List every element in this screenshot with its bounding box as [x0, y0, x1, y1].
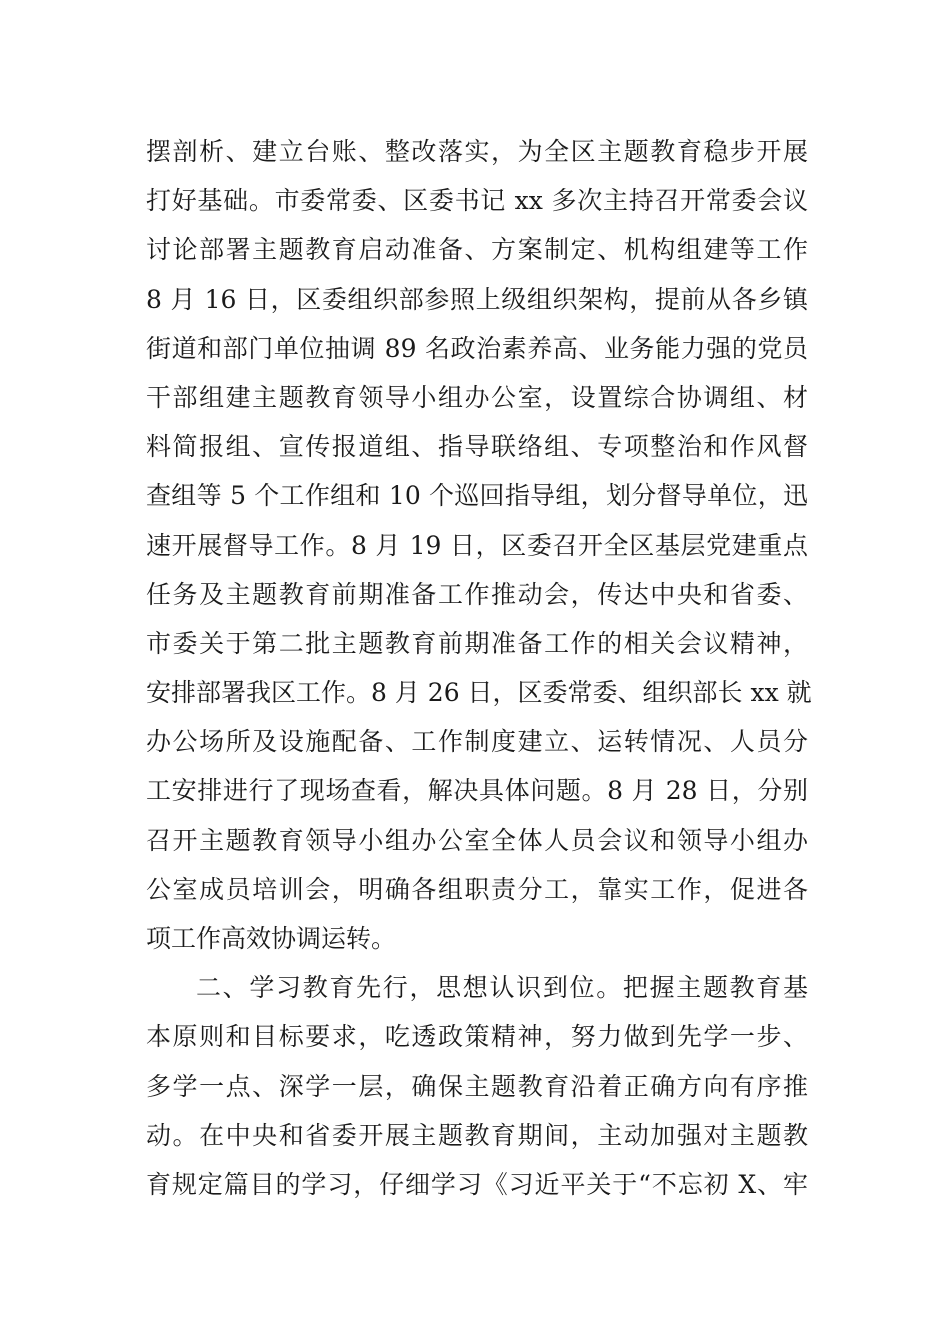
- text-line: 8 月 16 日，区委组织部参照上级组织架构，提前从各乡镇: [146, 284, 808, 314]
- text-line: 动。在中央和省委开展主题教育期间，主动加强对主题教: [146, 1120, 808, 1150]
- text-line: 速开展督导工作。8 月 19 日，区委召开全区基层党建重点: [146, 530, 808, 560]
- text-line: 本原则和目标要求，吃透政策精神，努力做到先学一步、: [146, 1022, 808, 1052]
- body-text: [146, 127, 812, 1209]
- text-line: 讨论部署主题教育启动准备、方案制定、机构组建等工作: [146, 235, 808, 265]
- paragraph-last-line: 项工作高效协调运转。: [146, 924, 397, 953]
- text-line: 多学一点、深学一层，确保主题教育沿着正确方向有序推: [146, 1071, 808, 1101]
- text-line: 查组等 5 个工作组和 10 个巡回指导组，划分督导单位，迅: [146, 481, 808, 511]
- text-line: 任务及主题教育前期准备工作推动会，传达中央和省委、: [146, 579, 808, 609]
- text-line: 料简报组、宣传报道组、指导联络组、专项整治和作风督: [146, 432, 808, 462]
- text-line: 干部组建主题教育领导小组办公室，设置综合协调组、材: [146, 382, 808, 412]
- text-line: 育规定篇目的学习，仔细学习《习近平关于“不忘初 X、牢: [146, 1169, 808, 1199]
- text-line: 办公场所及设施配备、工作制度建立、运转情况、人员分: [146, 727, 808, 757]
- text-line: 市委关于第二批主题教育前期准备工作的相关会议精神，: [146, 628, 808, 658]
- text-line: 公室成员培训会，明确各组职责分工，靠实工作，促进各: [146, 874, 808, 904]
- text-line: 街道和部门单位抽调 89 名政治素养高、业务能力强的党员: [146, 333, 808, 363]
- paragraph-first-line: 二、学习教育先行，思想认识到位。把握主题教育基: [196, 973, 808, 1003]
- text-line: 打好基础。市委常委、区委书记 xx 多次主持召开常委会议: [146, 186, 808, 216]
- text-line: 摆剖析、建立台账、整改落实，为全区主题教育稳步开展: [146, 137, 808, 166]
- text-line: 安排部署我区工作。8 月 26 日，区委常委、组织部长 xx 就: [146, 678, 812, 708]
- text-line: 工安排进行了现场查看，解决具体问题。8 月 28 日，分别: [146, 776, 808, 806]
- text-line: 召开主题教育领导小组办公室全体人员会议和领导小组办: [146, 825, 808, 855]
